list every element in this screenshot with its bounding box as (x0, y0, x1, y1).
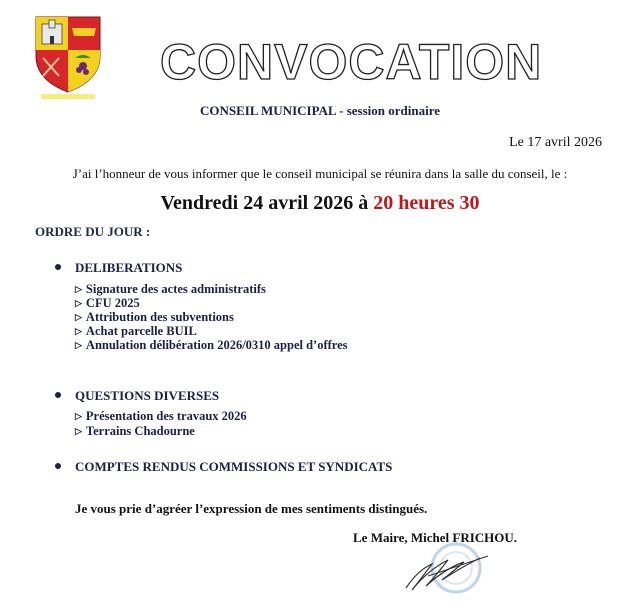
agenda-section-deliberations: DELIBERATIONS (55, 260, 182, 276)
meeting-time: 20 heures 30 (373, 192, 480, 214)
meeting-day: Vendredi 24 avril 2026 à (160, 192, 374, 214)
triangle-bullet-icon: ▷ (75, 411, 82, 421)
agenda-section-comptes-rendus: COMPTES RENDUS COMMISSIONS ET SYNDICATS (55, 459, 392, 475)
bullet-icon (55, 264, 61, 270)
agenda-item: ▷ CFU 2025 (75, 296, 140, 310)
bullet-icon (55, 463, 61, 469)
document-title: CONVOCATION (160, 34, 543, 90)
triangle-bullet-icon: ▷ (75, 312, 82, 322)
meeting-datetime (0, 192, 640, 215)
agenda-item: ▷ Terrains Chadourne (75, 424, 195, 438)
agenda-section-questions-diverses: QUESTIONS DIVERSES (55, 388, 219, 404)
agenda-item: ▷ Annulation délibération 2026/0310 appel d’offres (75, 338, 348, 352)
triangle-bullet-icon: ▷ (75, 426, 82, 436)
agenda-title: ORDRE DU JOUR : (35, 224, 151, 239)
agenda-item: ▷ Achat parcelle BUIL (75, 324, 197, 338)
signer-name: Le Maire, Michel FRICHOU. (353, 530, 518, 545)
agenda-item: ▷ Attribution des subventions (75, 310, 234, 324)
document-date: Le 17 avril 2026 (509, 135, 602, 150)
triangle-bullet-icon: ▷ (75, 284, 82, 294)
bullet-icon (55, 392, 61, 398)
agenda-item: ▷ Présentation des travaux 2026 (75, 409, 247, 423)
document-subtitle: CONSEIL MUNICIPAL - session ordinaire (199, 103, 441, 118)
signature-stamp-icon (398, 540, 498, 604)
intro-text: J’ai l’honneur de vous informer que le conseil municipal se réunira dans la salle du conseil, le : (72, 166, 568, 181)
coat-of-arms-icon (33, 14, 103, 100)
triangle-bullet-icon: ▷ (75, 326, 82, 336)
agenda-item: ▷ Signature des actes administratifs (75, 282, 266, 296)
triangle-bullet-icon: ▷ (75, 340, 82, 350)
closing-text: Je vous prie d’agréer l’expression de mes sentiments distingués. (75, 501, 428, 516)
triangle-bullet-icon: ▷ (75, 298, 82, 308)
